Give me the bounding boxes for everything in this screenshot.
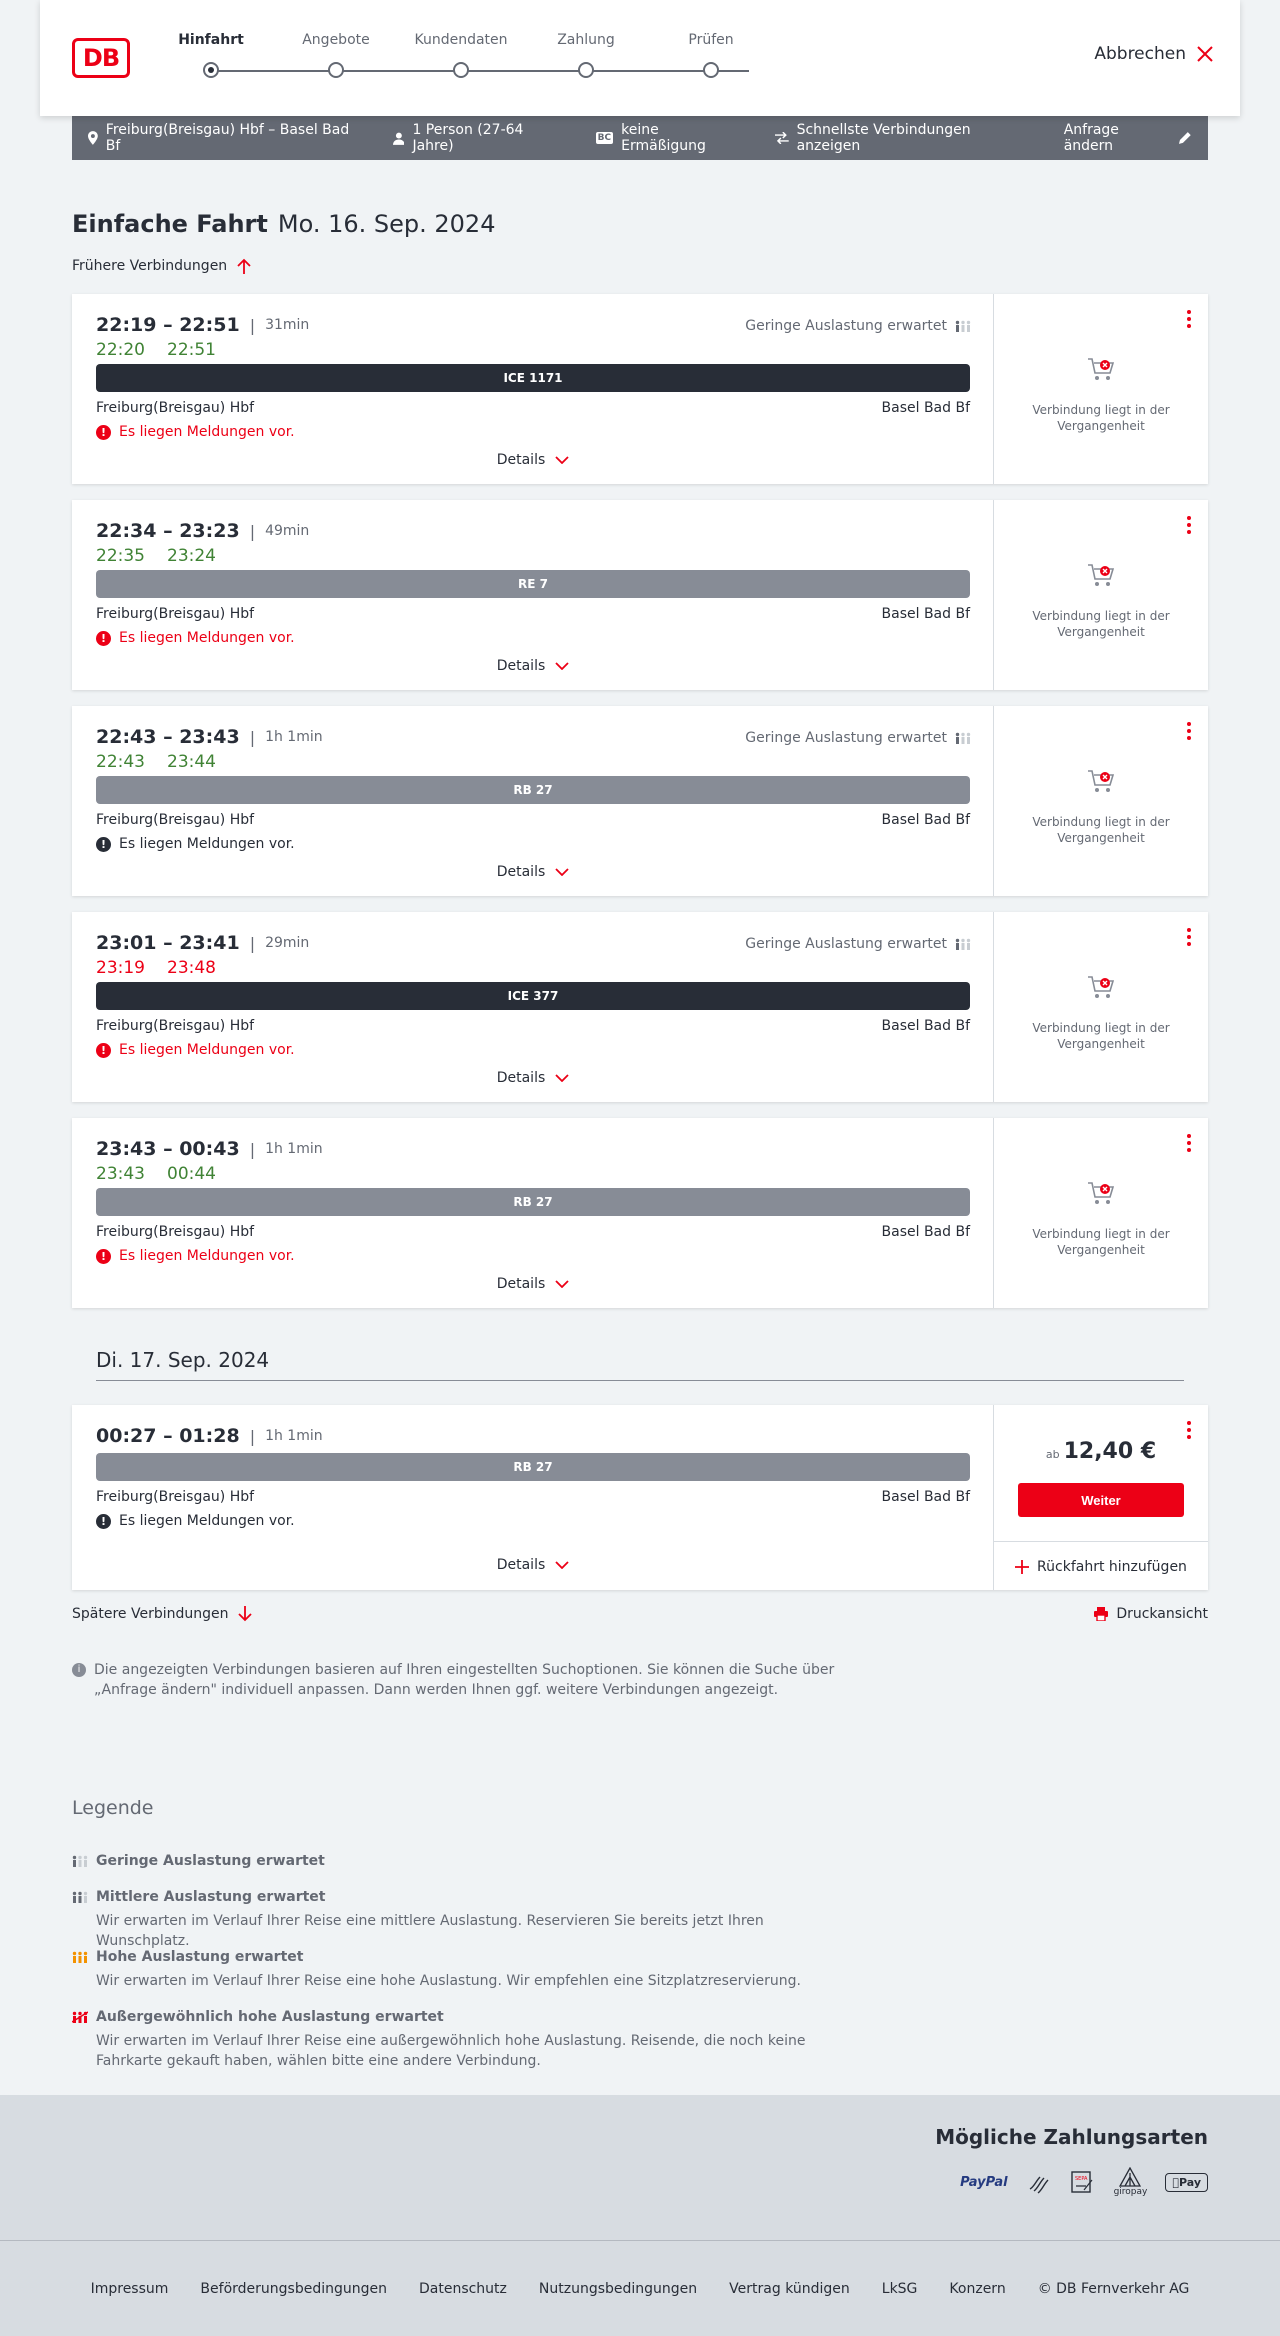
realtime-departure: 23:43 (96, 1164, 145, 1184)
earlier-connections-link[interactable] (72, 258, 251, 274)
departure-station: Freiburg(Breisgau) Hbf (96, 606, 255, 622)
occupancy-text: Geringe Auslastung erwartet (745, 730, 947, 746)
planned-times: 00:27 – 01:28 (96, 1425, 240, 1447)
connection-side (994, 912, 1208, 1102)
details-label: Details (496, 1557, 546, 1573)
change-query-label: Anfrage ändern (1063, 122, 1119, 154)
later-label: Spätere Verbindungen (72, 1606, 229, 1622)
footer-link-lksg[interactable]: LkSG (881, 2280, 918, 2297)
stepper-line (211, 70, 749, 72)
chevron-down-icon (555, 1280, 569, 1288)
occupancy-low-icon (955, 732, 971, 744)
notice-text: Es liegen Meldungen vor. (119, 1042, 295, 1058)
notice-text: Es liegen Meldungen vor. (119, 630, 295, 646)
print-view-link[interactable] (1094, 1606, 1208, 1622)
connection-card-bookable[interactable] (72, 1405, 1208, 1590)
realtime-departure: 22:35 (96, 546, 145, 566)
duration: 1h 1min (265, 1428, 323, 1444)
query-passengers (393, 122, 566, 154)
info-note (72, 1660, 852, 1700)
details-toggle[interactable] (72, 1070, 994, 1086)
details-toggle[interactable] (72, 1557, 994, 1573)
printer-icon (1094, 1607, 1108, 1621)
cart-unavailable-icon (1086, 1180, 1116, 1208)
legend-desc: Wir erwarten im Verlauf Ihrer Reise eine hohe Auslastung. Wir empfehlen eine Sitzplatzreservierung. (96, 1973, 801, 1989)
realtime-times (96, 1164, 238, 1184)
payment-title: Mögliche Zahlungsarten (935, 2125, 1208, 2149)
occupancy-very-high-icon (72, 2011, 88, 2023)
legend-desc: Wir erwarten im Verlauf Ihrer Reise eine mittlere Auslastung. Reservieren Sie bereits jetzt Ihren Wunschplatz. (96, 1913, 764, 1949)
cart-unavailable-icon (1086, 562, 1116, 590)
paypal-icon (960, 2175, 1007, 2190)
sepa-icon (1070, 2170, 1096, 2194)
exclamation-icon: ! (96, 837, 111, 852)
chevron-down-icon (555, 868, 569, 876)
legend-item-title (72, 1853, 325, 1869)
creditcard-icon (1026, 2169, 1052, 2195)
realtime-arrival: 23:24 (167, 546, 216, 566)
chevron-down-icon (555, 1561, 569, 1569)
details-toggle[interactable] (72, 1276, 994, 1292)
train-line-bar[interactable]: RB 27 (96, 1188, 970, 1216)
realtime-times (96, 546, 238, 566)
price (994, 1439, 1208, 1464)
step-dot (328, 62, 344, 78)
connection-times (96, 1138, 323, 1160)
payment-methods (960, 2167, 1208, 2197)
query-summary-bar (72, 116, 1208, 160)
price-value: 12,40 € (1063, 1439, 1157, 1464)
stations-row (96, 400, 970, 416)
swap-arrows-icon (775, 132, 789, 144)
cart-unavailable-icon (1086, 356, 1116, 384)
page-title (72, 210, 495, 238)
step-label: Hinfahrt (178, 32, 244, 48)
step-dot (578, 62, 594, 78)
bahncard-icon: BC (597, 133, 612, 143)
step-dot (703, 62, 719, 78)
realtime-departure: 22:43 (96, 752, 145, 772)
arrow-up-icon (237, 258, 251, 274)
notices[interactable] (96, 1248, 295, 1264)
person-icon (393, 132, 405, 145)
divider: | (249, 1139, 256, 1159)
exclamation-icon: ! (96, 1249, 111, 1264)
connection-main (72, 1405, 994, 1590)
notices[interactable] (96, 1513, 295, 1529)
connection-side (994, 500, 1208, 690)
occupancy-high-icon (72, 1951, 88, 1963)
duration: 29min (265, 935, 310, 951)
divider: | (249, 933, 256, 953)
past-connection-status (994, 562, 1208, 640)
realtime-arrival: 23:48 (167, 958, 216, 978)
booking-header (40, 0, 1240, 116)
connection-card[interactable] (72, 706, 1208, 896)
connection-side (994, 706, 1208, 896)
info-text: Die angezeigten Verbindungen basieren auf Ihren eingestellten Suchoptionen. Sie können die Suche über „Anfrage ändern" individuell anpassen. Dann werden Ihnen ggf. weitere Verbindungen angezeigt. (94, 1662, 835, 1698)
connection-side (994, 294, 1208, 484)
connection-side (994, 1118, 1208, 1308)
footer-link-impressum[interactable]: Impressum (90, 2280, 169, 2297)
trip-date: Mo. 16. Sep. 2024 (277, 210, 496, 238)
step-hinfahrt (151, 32, 271, 48)
exclamation-icon: ! (96, 631, 111, 646)
status-text: Verbindung liegt in der Vergangenheit (1032, 1021, 1170, 1051)
more-options-icon[interactable] (1186, 722, 1192, 740)
connection-times (96, 1425, 323, 1447)
legend-item-medium (72, 1889, 856, 1951)
legend-item-title (72, 2009, 856, 2025)
planned-times: 22:19 – 22:51 (96, 314, 240, 336)
connection-main (72, 500, 994, 690)
past-connection-status (994, 974, 1208, 1052)
realtime-departure: 23:19 (96, 958, 145, 978)
step-pruefen (651, 32, 771, 48)
add-return-label: Rückfahrt hinzufügen (1037, 1558, 1187, 1575)
details-label: Details (496, 658, 546, 674)
print-label: Druckansicht (1116, 1606, 1208, 1622)
passengers-text: 1 Person (27-64 Jahre) (412, 122, 524, 154)
realtime-arrival: 23:44 (167, 752, 216, 772)
svg-text:SEPA: SEPA (1074, 2176, 1088, 2182)
abort-button[interactable] (1094, 44, 1214, 64)
applepay-label: Pay (1178, 2175, 1201, 2189)
arrival-station: Basel Bad Bf (881, 1489, 970, 1505)
connection-main (72, 294, 994, 484)
trip-type: Einfache Fahrt (72, 210, 268, 238)
legend-title-text: Geringe Auslastung erwartet (96, 1853, 325, 1869)
legend-item-low (72, 1853, 325, 1869)
connection-times (96, 726, 323, 748)
divider: | (249, 521, 256, 541)
legend-desc: Wir erwarten im Verlauf Ihrer Reise eine außergewöhnlich hohe Auslastung. Reisende, die noch keine Fahrkarte gekauft haben, wählen bitte eine andere Verbindung. (96, 2033, 806, 2069)
realtime-arrival: 00:44 (167, 1164, 216, 1184)
change-query-button[interactable] (1064, 122, 1192, 154)
divider: | (249, 1426, 256, 1446)
more-options-icon[interactable] (1186, 310, 1192, 328)
connection-main (72, 1118, 994, 1308)
divider: | (249, 315, 256, 335)
step-label: Prüfen (688, 32, 734, 48)
connection-card[interactable] (72, 1118, 1208, 1308)
details-toggle[interactable] (72, 658, 994, 674)
legend-item-high (72, 1949, 856, 1991)
more-options-icon[interactable] (1186, 1421, 1192, 1439)
footer-link-datenschutz[interactable]: Datenschutz (418, 2280, 507, 2297)
exclamation-icon: ! (96, 425, 111, 440)
route-text: Freiburg(Breisgau) Hbf – Basel Bad Bf (105, 122, 350, 154)
booking-stepper (180, 32, 780, 82)
notices[interactable] (96, 424, 295, 440)
price-prefix: ab (1045, 1448, 1060, 1461)
legend-item-title (72, 1889, 856, 1905)
info-icon: i (72, 1663, 86, 1677)
notice-text: Es liegen Meldungen vor. (119, 1248, 295, 1264)
realtime-departure: 22:20 (96, 340, 145, 360)
planned-times: 23:43 – 00:43 (96, 1138, 240, 1160)
stations-row (96, 1224, 970, 1240)
exclamation-icon: ! (96, 1514, 111, 1529)
connection-times (96, 932, 309, 954)
connection-card[interactable] (72, 912, 1208, 1102)
arrival-station: Basel Bad Bf (881, 606, 970, 622)
occupancy-low-icon (72, 1855, 88, 1867)
chevron-down-icon (555, 662, 569, 670)
departure-station: Freiburg(Breisgau) Hbf (96, 812, 255, 828)
step-label: Zahlung (557, 32, 615, 48)
db-logo[interactable]: DB (72, 38, 130, 78)
departure-station: Freiburg(Breisgau) Hbf (96, 1018, 255, 1034)
applepay-icon (1165, 2173, 1208, 2192)
train-line-bar[interactable]: ICE 377 (96, 982, 970, 1010)
planned-times: 22:34 – 23:23 (96, 520, 240, 542)
cart-unavailable-icon (1086, 768, 1116, 796)
footer-link-vertrag-kuendigen[interactable]: Vertrag kündigen (729, 2280, 850, 2297)
paypal-label: PayPal (960, 2174, 1008, 2190)
step-label: Angebote (302, 32, 370, 48)
footer-link-konzern[interactable]: Konzern (949, 2280, 1006, 2297)
details-label: Details (496, 1276, 546, 1292)
arrival-station: Basel Bad Bf (881, 1018, 970, 1034)
realtime-times (96, 958, 238, 978)
query-discount (596, 122, 745, 154)
realtime-times (96, 340, 238, 360)
later-connections-link[interactable] (72, 1606, 252, 1622)
footer (0, 2240, 1280, 2336)
details-label: Details (496, 1070, 546, 1086)
legend-title-text: Hohe Auslastung erwartet (96, 1949, 304, 1965)
duration: 1h 1min (265, 729, 323, 745)
duration: 49min (265, 523, 310, 539)
occupancy-text: Geringe Auslastung erwartet (745, 936, 947, 952)
connection-card[interactable] (72, 500, 1208, 690)
occupancy-medium-icon (72, 1891, 88, 1903)
arrival-station: Basel Bad Bf (881, 812, 970, 828)
status-text: Verbindung liegt in der Vergangenheit (1032, 1227, 1170, 1257)
notices[interactable] (96, 1042, 295, 1058)
stations-row (96, 812, 970, 828)
notice-text: Es liegen Meldungen vor. (119, 1513, 295, 1529)
more-options-icon[interactable] (1186, 928, 1192, 946)
planned-times: 23:01 – 23:41 (96, 932, 240, 954)
step-kundendaten (401, 32, 521, 48)
occupancy-indicator (745, 318, 971, 334)
legend-title-text: Mittlere Auslastung erwartet (96, 1889, 326, 1905)
chevron-down-icon (555, 1074, 569, 1082)
location-pin-icon (88, 131, 98, 145)
stations-row (96, 606, 970, 622)
stations-row (96, 1489, 970, 1505)
step-zahlung (526, 32, 646, 48)
close-icon (1196, 45, 1214, 63)
legend-title: Legende (72, 1797, 154, 1819)
train-line-bar[interactable]: ICE 1171 (96, 364, 970, 392)
status-text: Verbindung liegt in der Vergangenheit (1032, 403, 1170, 433)
add-return-button[interactable] (994, 1541, 1208, 1591)
footer-link-nutzungsbedingungen[interactable]: Nutzungsbedingungen (538, 2280, 698, 2297)
connection-main (72, 912, 994, 1102)
date-separator: Di. 17. Sep. 2024 (96, 1348, 1184, 1381)
query-option (775, 122, 1034, 154)
past-connection-status (994, 768, 1208, 846)
chevron-down-icon (555, 456, 569, 464)
cart-unavailable-icon (1086, 974, 1116, 1002)
legend-section (0, 1765, 1280, 2095)
status-text: Verbindung liegt in der Vergangenheit (1032, 609, 1170, 639)
offer-panel (994, 1405, 1208, 1590)
details-toggle[interactable] (72, 452, 994, 468)
plus-icon (1015, 1560, 1029, 1574)
notices[interactable] (96, 630, 295, 646)
query-route (88, 122, 363, 154)
occupancy-indicator (745, 936, 971, 952)
arrival-station: Basel Bad Bf (881, 400, 970, 416)
past-connection-status (994, 356, 1208, 434)
step-dot (453, 62, 469, 78)
notices[interactable] (96, 836, 295, 852)
legend-item-very-high (72, 2009, 856, 2071)
departure-station: Freiburg(Breisgau) Hbf (96, 1489, 255, 1505)
legend-item-title (72, 1949, 856, 1965)
past-connection-status (994, 1180, 1208, 1258)
abort-label: Abbrechen (1094, 44, 1186, 64)
step-dot (203, 62, 219, 78)
arrow-down-icon (238, 1606, 252, 1622)
notice-text: Es liegen Meldungen vor. (119, 424, 295, 440)
stations-row (96, 1018, 970, 1034)
connection-card[interactable] (72, 294, 1208, 484)
notice-text: Es liegen Meldungen vor. (119, 836, 295, 852)
details-label: Details (496, 864, 546, 880)
departure-station: Freiburg(Breisgau) Hbf (96, 1224, 255, 1240)
planned-times: 22:43 – 23:43 (96, 726, 240, 748)
duration: 31min (265, 317, 310, 333)
train-line-bar[interactable]: RE 7 (96, 570, 970, 598)
continue-button[interactable]: Weiter (1018, 1483, 1184, 1517)
train-line-bar[interactable]: RB 27 (96, 1453, 970, 1481)
realtime-times (96, 752, 238, 772)
duration: 1h 1min (265, 1141, 323, 1157)
train-line-bar[interactable]: RB 27 (96, 776, 970, 804)
departure-station: Freiburg(Breisgau) Hbf (96, 400, 255, 416)
discount-text: keine Ermäßigung (621, 122, 706, 154)
status-text: Verbindung liegt in der Vergangenheit (1032, 815, 1170, 845)
occupancy-indicator (745, 730, 971, 746)
earlier-label: Frühere Verbindungen (72, 258, 228, 274)
occupancy-low-icon (955, 938, 971, 950)
divider: | (249, 727, 256, 747)
option-text: Schnellste Verbindungen anzeigen (796, 122, 971, 154)
occupancy-low-icon (955, 320, 971, 332)
giropay-label: giropay (1113, 2187, 1148, 2197)
step-label: Kundendaten (414, 32, 508, 48)
connection-times (96, 314, 309, 336)
step-angebote (276, 32, 396, 48)
more-options-icon[interactable] (1186, 1134, 1192, 1152)
footer-link-befoerderungsbedingungen[interactable]: Beförderungsbedingungen (200, 2280, 387, 2297)
footer-copyright[interactable]: © DB Fernverkehr AG (1037, 2280, 1190, 2297)
connection-main (72, 706, 994, 896)
details-label: Details (496, 452, 546, 468)
exclamation-icon: ! (96, 1043, 111, 1058)
more-options-icon[interactable] (1186, 516, 1192, 534)
legend-title-text: Außergewöhnlich hohe Auslastung erwartet (96, 2009, 444, 2025)
occupancy-text: Geringe Auslastung erwartet (745, 318, 947, 334)
payment-section (0, 2095, 1280, 2240)
arrival-station: Basel Bad Bf (881, 1224, 970, 1240)
realtime-arrival: 22:51 (167, 340, 216, 360)
pencil-icon (1178, 131, 1192, 145)
connection-times (96, 520, 309, 542)
details-toggle[interactable] (72, 864, 994, 880)
giropay-icon (1114, 2167, 1148, 2197)
